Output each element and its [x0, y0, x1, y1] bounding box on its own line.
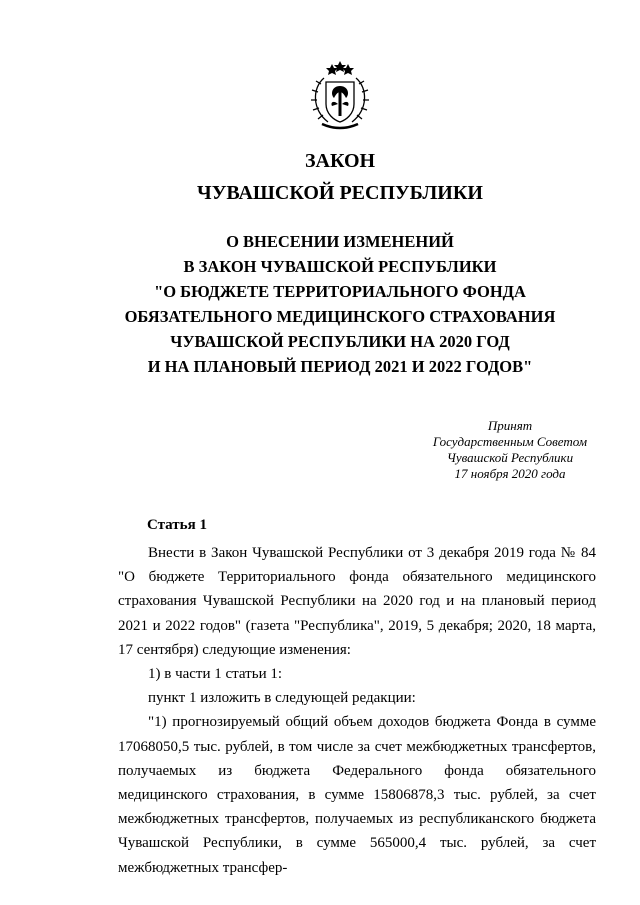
- adopted-line: Чувашской Республики: [446, 450, 574, 465]
- article-body: [118, 541, 596, 880]
- adopted-line: Государственным Советом: [432, 434, 588, 449]
- article-paragraph: пункт 1 изложить в следующей редакции:: [148, 690, 416, 707]
- subtitle-line: ОБЯЗАТЕЛЬНОГО МЕДИЦИНСКОГО СТРАХОВАНИЯ: [124, 307, 556, 326]
- coat-of-arms-emblem: [302, 58, 378, 134]
- article-paragraph: 1) в части 1 статьи 1:: [148, 666, 283, 683]
- law-title: ЗАКОН: [304, 150, 376, 172]
- subtitle-line: В ЗАКОН ЧУВАШСКОЙ РЕСПУБЛИКИ: [183, 257, 497, 276]
- adopted-line: Принят: [487, 418, 533, 433]
- subtitle-line: ЧУВАШСКОЙ РЕСПУБЛИКИ НА 2020 ГОД: [170, 332, 510, 351]
- subtitle-line: "О БЮДЖЕТЕ ТЕРРИТОРИАЛЬНОГО ФОНДА: [154, 282, 526, 301]
- article-paragraph: "1) прогнозируемый общий объем доходов бюджета Фонда в сумме 17068050,5 тыс. рублей, в том числе за счет межбюджетных трансфертов, получаемых из бюджета Федерального фонда обязательного медицинского страхования, в сумме 15806878,3 тыс. рублей, за счет межбюджетных трансфертов, получаемых из республиканского бюджета Чувашской Республики, в сумме 565000,4 тыс. рублей, за счет межбюджетных трансфер-: [118, 714, 596, 876]
- adopted-date: 17 ноября 2020 года: [454, 466, 566, 481]
- subtitle-line: О ВНЕСЕНИИ ИЗМЕНЕНИЙ: [226, 232, 454, 251]
- article-paragraph: Внести в Закон Чувашской Республики от 3 декабря 2019 года № 84 "О бюджете Территориального фонда обязательного медицинского страхования Чувашской Республики на 2020 год и на плановый период 2021 и 2022 годов" (газета "Республика", 2019, 5 декабря; 2020, 18 марта, 17 сентября) следующие изменения:: [118, 545, 596, 658]
- republic-title: ЧУВАШСКОЙ РЕСПУБЛИКИ: [197, 182, 483, 204]
- article-heading: Статья 1: [147, 517, 207, 533]
- chuvash-coat-of-arms-icon: [302, 58, 378, 134]
- subtitle-line: И НА ПЛАНОВЫЙ ПЕРИОД 2021 И 2022 ГОДОВ": [147, 357, 533, 376]
